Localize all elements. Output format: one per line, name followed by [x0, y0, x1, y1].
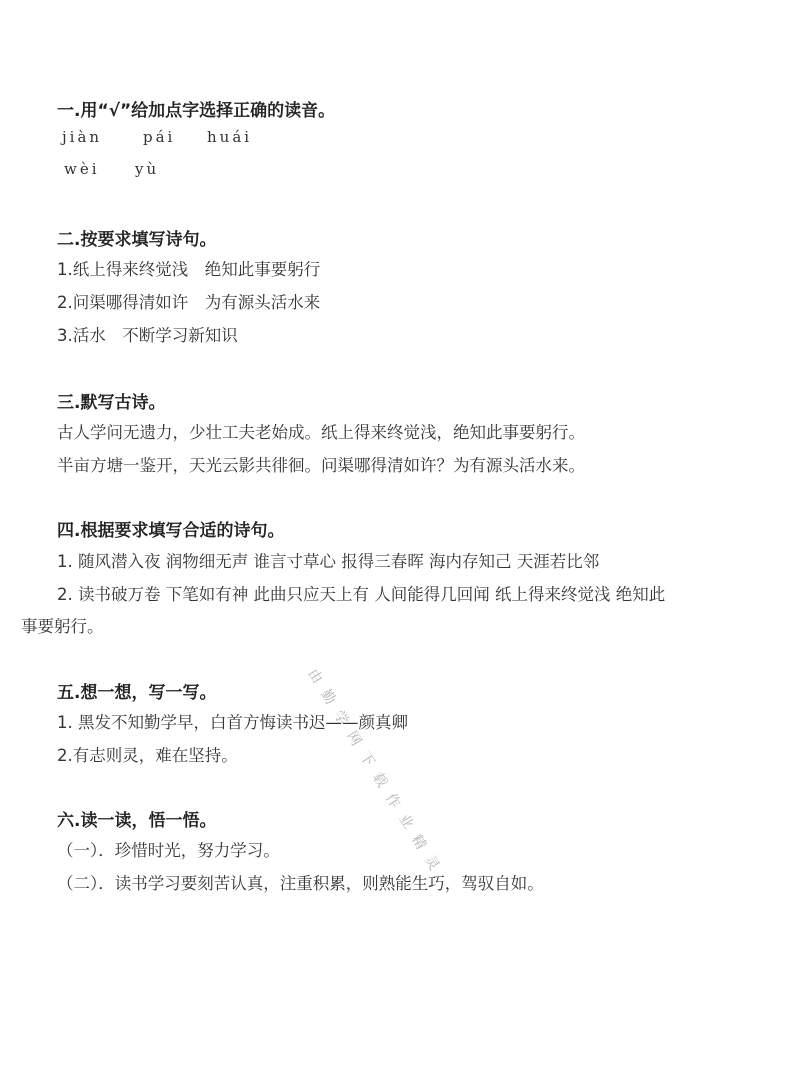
- watermark: 由 勤 学 网 下 载 作 业 精 灵: [304, 666, 444, 876]
- section-4-line-1: 1. 随风潜入夜 润物细无声 谁言寸草心 报得三春晖 海内存知己 天涯若比邻: [57, 552, 600, 571]
- pinyin-wei: wèi: [64, 160, 100, 178]
- section-5-title: 五.想一想，写一写。: [57, 683, 217, 703]
- section-2-line: 3.活水 不断学习新知识: [57, 326, 238, 345]
- section-6-line: （二）．读书学习要刻苦认真，注重积累，则熟能生巧，驾驭自如。: [57, 874, 544, 893]
- section-3-line: 半亩方塘一鉴开，天光云影共徘徊。问渠哪得清如许？为有源头活水来。: [57, 456, 585, 475]
- section-5-line: 2.有志则灵，难在坚持。: [57, 746, 238, 765]
- section-6-line: （一）．珍惜时光，努力学习。: [57, 841, 280, 860]
- pinyin-pai: pái: [143, 128, 176, 146]
- section-4-line-2-cont: 事要躬行。: [21, 617, 104, 636]
- pinyin-yu: yù: [135, 160, 160, 178]
- section-4-line-2: 2. 读书破万卷 下笔如有神 此曲只应天上有 人间能得几回闻 纸上得来终觉浅 绝知此: [57, 585, 666, 604]
- section-3-line: 古人学问无遗力，少壮工夫老始成。纸上得来终觉浅，绝知此事要躬行。: [57, 423, 585, 442]
- section-4-title: 四.根据要求填写合适的诗句。: [57, 521, 285, 541]
- section-3-title: 三.默写古诗。: [57, 393, 166, 413]
- section-5-line: 1. 黑发不知勤学早，白首方悔读书迟——颜真卿: [57, 713, 408, 732]
- section-2-line: 2.问渠哪得清如许 为有源头活水来: [57, 293, 321, 312]
- pinyin-huai: huái: [207, 128, 253, 146]
- section-2-line: 1.纸上得来终觉浅 绝知此事要躬行: [57, 260, 321, 279]
- pinyin-jian: jiàn: [62, 128, 103, 146]
- section-1-title: 一.用“√”给加点字选择正确的读音。: [57, 101, 336, 121]
- section-2-title: 二.按要求填写诗句。: [57, 230, 217, 250]
- section-6-title: 六.读一读，悟一悟。: [57, 811, 217, 831]
